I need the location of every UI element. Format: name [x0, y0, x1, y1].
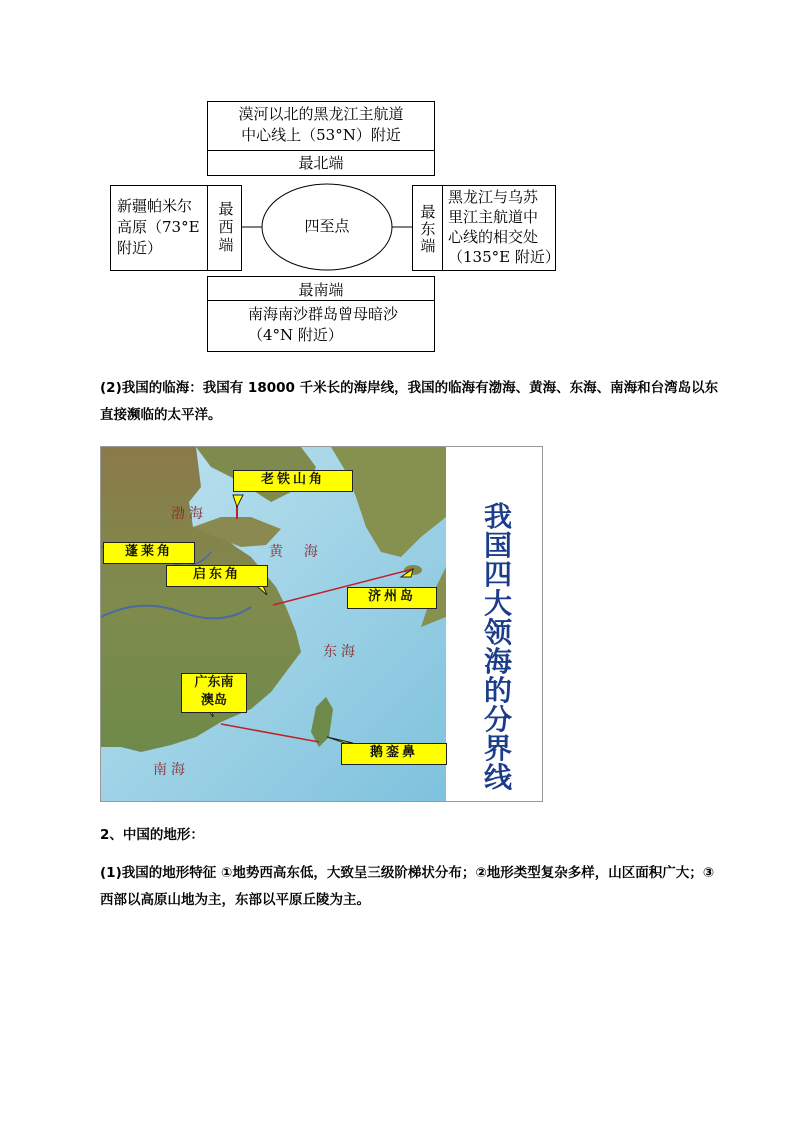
- callout-penglai: 蓬莱角: [103, 542, 195, 564]
- east-label: 最 东 端: [420, 203, 436, 255]
- callout-guangdong-nanao: 广东南 澳岛: [181, 673, 247, 713]
- sea-boundary-map: [100, 446, 543, 802]
- map-title-vertical: 我国四大领海的分界线: [483, 500, 512, 794]
- east-desc: 黑龙江与乌苏 里江主航道中 心线的相交处 （135°E 附近）: [448, 188, 560, 266]
- paragraph-terrain: (1)我国的地形特征 ①地势西高东低，大致呈三级阶梯状分布；②地形类型复杂多样，山区面积广大；③西部以高原山地为主，东部以平原丘陵为主。: [100, 865, 715, 908]
- sea-label-nanhai: 南海: [153, 762, 189, 778]
- north-label: 最北端: [298, 154, 344, 172]
- callout-eluanbi: 鹅銮鼻: [341, 743, 447, 765]
- west-label: 最 西 端: [218, 200, 234, 254]
- section-heading-terrain: 2、中国的地形：: [100, 827, 204, 843]
- north-desc: 漠河以北的黑龙江主航道 中心线上（53°N）附近: [238, 105, 404, 144]
- sea-label-bohai: 渤海: [171, 506, 207, 522]
- callout-qidong: 启东角: [166, 565, 268, 587]
- west-desc: 新疆帕米尔 高原（73°E 附近）: [117, 197, 200, 257]
- callout-laotieshan: 老铁山角: [233, 470, 353, 492]
- south-desc: 南海南沙群岛曾母暗沙 （4°N 附近）: [248, 305, 399, 344]
- callout-jeju: 济州岛: [347, 587, 437, 609]
- center-label: 四至点: [304, 217, 350, 235]
- paragraph-seas: (2)我国的临海：我国有 18000 千米长的海岸线，我国的临海有渤海、黄海、东海、南海和台湾岛以东直接濒临的太平洋。: [100, 380, 719, 423]
- sea-label-huanghai: 黄 海: [269, 544, 322, 560]
- sea-label-donghai: 东海: [323, 644, 359, 660]
- south-label: 最南端: [298, 281, 344, 299]
